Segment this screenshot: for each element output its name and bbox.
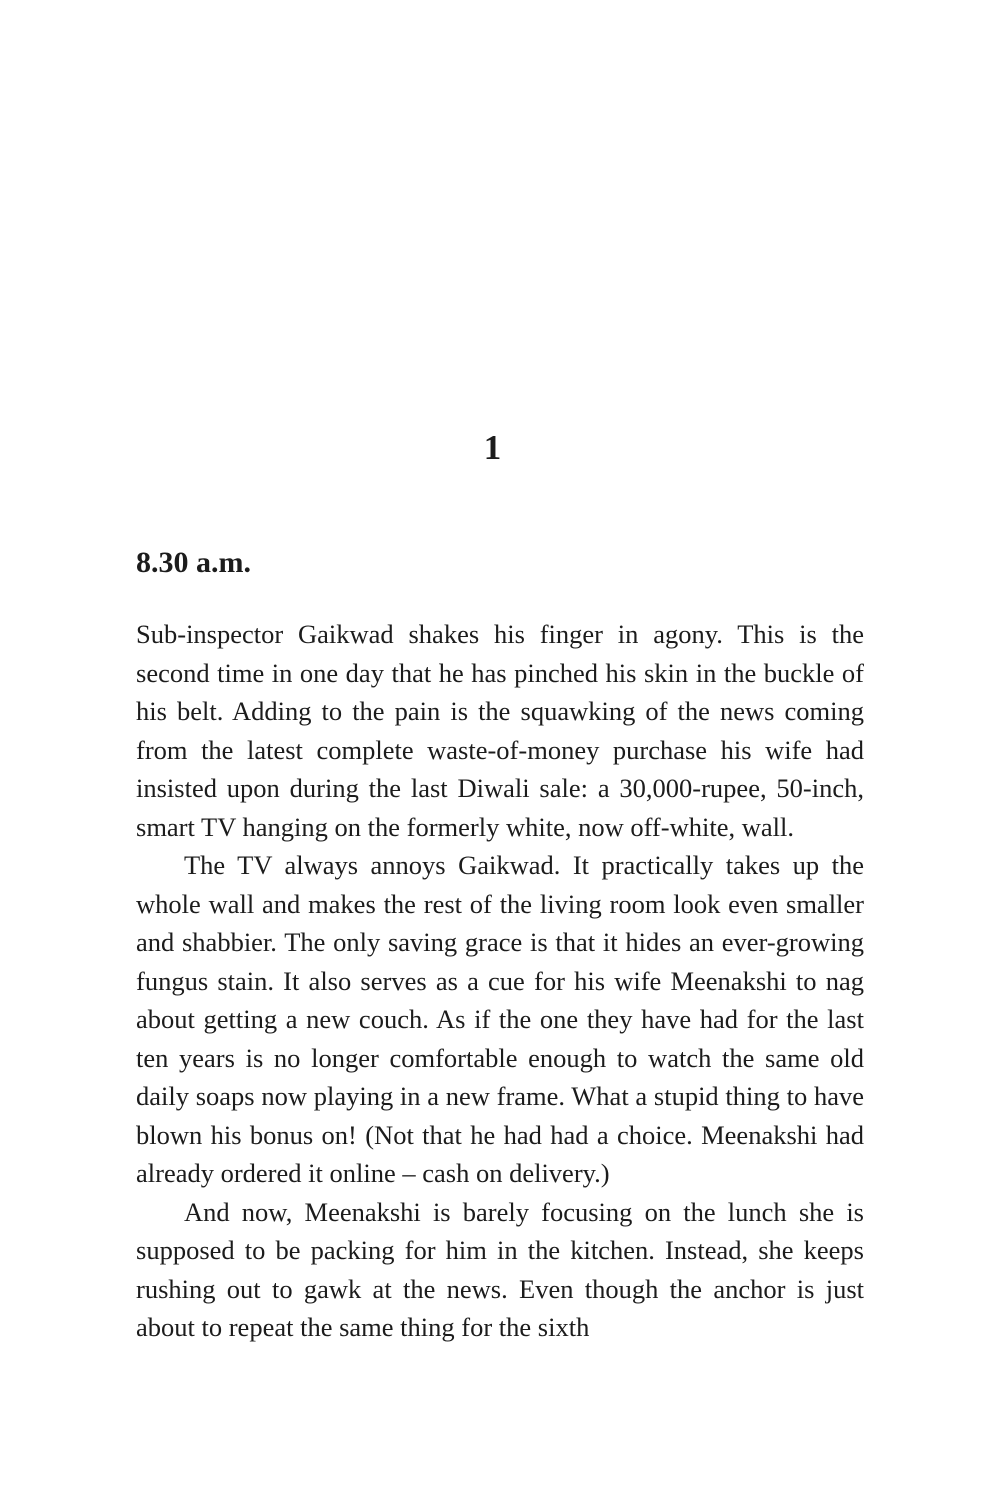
body-text	[136, 615, 864, 1347]
paragraph: Sub-inspector Gaikwad shakes his finger in agony. This is the second time in one day that he has pinched his skin in the buckle of his belt. Adding to the pain is the squawking of the news coming from the latest complete waste-of-money purchase his wife had insisted upon during the last Diwali sale: a 30,000-rupee, 50-inch, smart TV hanging on the formerly white, now off-white, wall.	[136, 619, 864, 842]
paragraph: The TV always annoys Gaikwad. It practically takes up the whole wall and makes the rest of the living room look even smaller and shabbier. The only saving grace is that it hides an ever-growing fungus stain. It also serves as a cue for his wife Meenakshi to nag about getting a new couch. As if the one they have had for the last ten years is no longer comfortable enough to watch the same old daily soaps now playing in a new frame. What a stupid thing to have blown his bonus on! (Not that he had had a choice. Meenakshi had already ordered it online – cash on delivery.)	[136, 850, 864, 1188]
paragraph: And now, Meenakshi is barely focusing on the lunch she is supposed to be packing for him in the kitchen. Instead, she keeps rushing out to gawk at the news. Even though the anchor is just about to repeat the same thing for the sixth	[136, 1196, 864, 1342]
section-time-heading: 8.30 a.m.	[136, 546, 251, 579]
chapter-number: 1	[483, 428, 502, 467]
